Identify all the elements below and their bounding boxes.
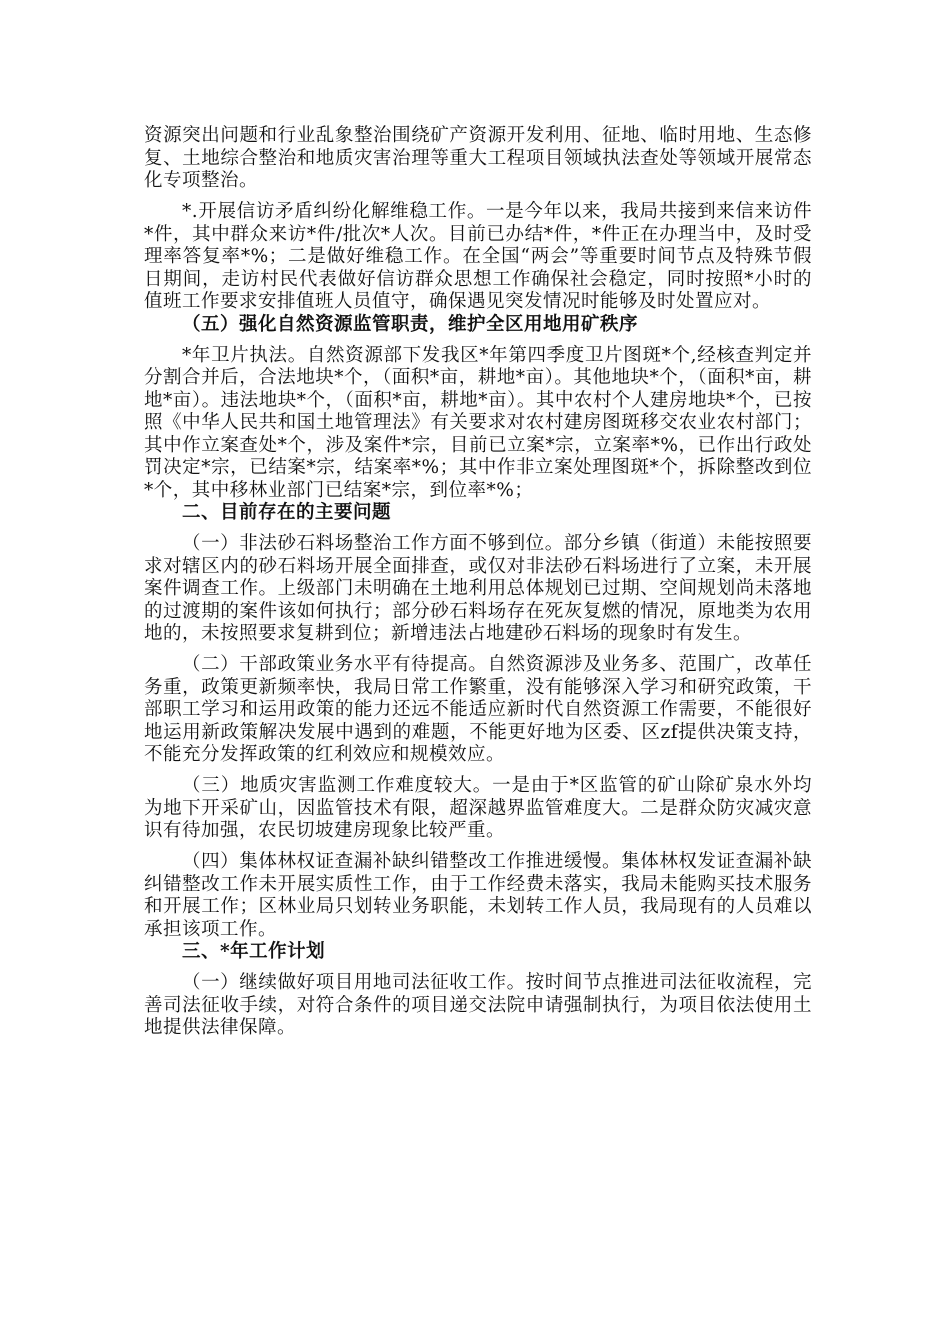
paragraph-continuation: 资源突出问题和行业乱象整治围绕矿产资源开发利用、征地、临时用地、生态修复、土地综合整治和地质灾害治理等重大工程项目领域执法查处等领域开展常态化专项整治。 — [144, 125, 812, 191]
section-heading-5: （五）强化自然资源监管职责，维护全区用地用矿秩序 — [182, 313, 639, 335]
document-page — [144, 125, 812, 1040]
paragraph-satellite-enforcement: *年卫片执法。自然资源部下发我区*年第四季度卫片图斑*个,经核查判定并分割合并后，合法地块*个，（面积*亩，耕地*亩）。其他地块*个，（面积*亩，耕地*亩）。违法地块*个，（面积*亩，耕地*亩）。其中农村个人建房地块*个，已按照《中华人民共和国土地管理法》有关要求对农村建房图斑移交农业农村部门；其中作立案查处*个，涉及案件*宗，目前已立案*宗，立案率*%，已作出行政处罚决定*宗，已结案*宗，结案率*%；其中作非立案处理图斑*个，拆除整改到位*个，其中移林业部门已结案*宗，到位率*%； — [144, 344, 812, 501]
paragraph-plan-1: （一）继续做好项目用地司法征收工作。按时间节点推进司法征收流程，完善司法征收手续，对符合条件的项目递交法院申请强制执行，为项目依法使用土地提供法律保障。 — [144, 972, 812, 1038]
paragraph-problem-4: （四）集体林权证查漏补缺纠错整改工作推进缓慢。集体林权发证查漏补缺纠错整改工作未开展实质性工作，由于工作经费未落实，我局未能购买技术服务和开展工作；区林业局只划转业务职能，未划转工作人员，我局现有的人员难以承担该项工作。 — [144, 851, 812, 940]
section-heading-plan: 三、*年工作计划 — [182, 941, 326, 962]
paragraph-problem-1: （一）非法砂石料场整治工作方面不够到位。部分乡镇（街道）未能按照要求对辖区内的砂石料场开展全面排查，或仅对非法砂石料场进行了立案，未开展案件调查工作。上级部门未明确在土地利用总体规划已过期、空间规划尚未落地的过渡期的案件该如何执行；部分砂石料场存在死灰复燃的情况，原地类为农用地的，未按照要求复耕到位；新增违法占地建砂石料场的现象时有发生。 — [144, 533, 812, 644]
paragraph-problem-2: （二）干部政策业务水平有待提高。自然资源涉及业务多、范围广，改革任务重，政策更新频率快，我局日常工作繁重，没有能够深入学习和研究政策，干部职工学习和运用政策的能力还远不能适应新时代自然资源工作需要，不能很好地运用新政策解决发展中遇到的难题，不能更好地为区委、区zf提供决策支持，不能充分发挥政策的红利效应和规模效应。 — [144, 654, 812, 765]
paragraph-petition-work: *.开展信访矛盾纠纷化解维稳工作。一是今年以来，我局共接到来信来访件*件，其中群众来访*件/批次*人次。目前已办结*件，*件正在办理当中，及时受理率答复率*%；二是做好维稳工作。在全国“两会”等重要时间节点及特殊节假日期间，走访村民代表做好信访群众思想工作确保社会稳定，同时按照*小时的值班工作要求安排值班人员值守，确保遇见突发情况时能够及时处置应对。 — [144, 201, 812, 312]
paragraph-problem-3: （三）地质灾害监测工作难度较大。一是由于*区监管的矿山除矿泉水外均为地下开采矿山，因监管技术有限，超深越界监管难度大。二是群众防灾减灾意识有待加强，农民切坡建房现象比较严重。 — [144, 775, 812, 841]
section-heading-problems: 二、目前存在的主要问题 — [182, 502, 392, 523]
